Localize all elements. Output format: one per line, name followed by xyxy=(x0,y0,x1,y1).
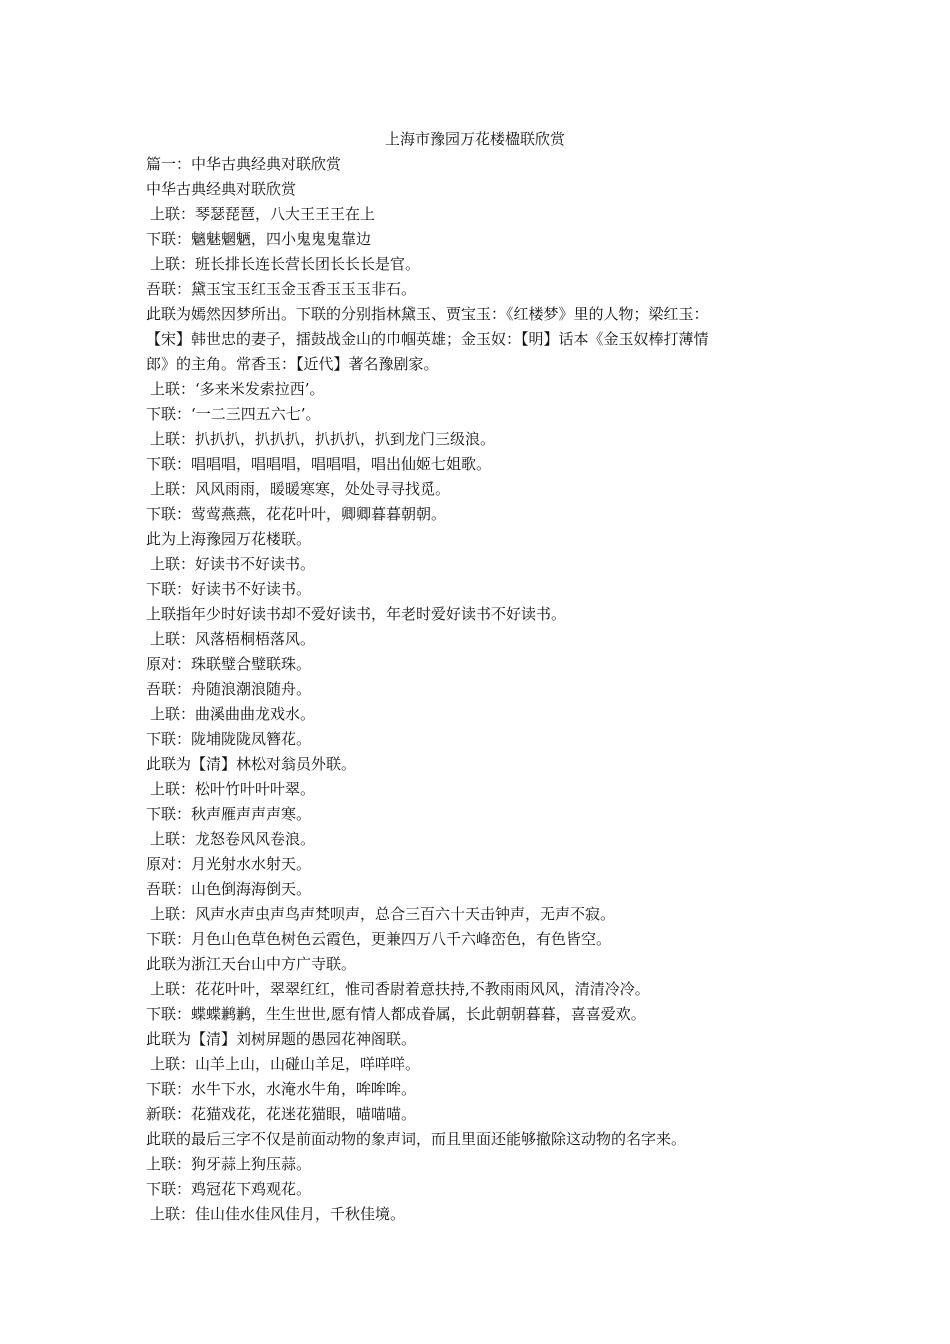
text-line: 下联：陇埔陇陇凤簪花。 xyxy=(146,730,312,748)
text-line: 下联：月色山色草色树色云霞色，更兼四万八千六峰峦色，有色皆空。 xyxy=(146,930,612,948)
text-line: 上联指年少时好读书却不爱好读书，年老时爱好读书不好读书。 xyxy=(146,605,567,623)
text-line: 此联为【清】刘树屏题的愚园花神阁联。 xyxy=(146,1030,417,1048)
text-line: 上联：龙怒卷风风卷浪。 xyxy=(150,830,316,848)
text-line: 上联：松叶竹叶叶叶翠。 xyxy=(150,780,316,798)
text-line: 中华古典经典对联欣赏 xyxy=(146,180,297,198)
text-line: 新联：花猫戏花，花迷花猫眼，喵喵喵。 xyxy=(146,1105,417,1123)
text-line: 郎》的主角。常香玉：【近代】著名豫剧家。 xyxy=(146,355,439,373)
text-line: 上联：花花叶叶，翠翠红红，惟司香尉着意扶持,不教雨雨风风，清清冷冷。 xyxy=(150,980,650,998)
text-line: 下联：唱唱唱，唱唱唱，唱唱唱，唱出仙姬七姐歌。 xyxy=(146,455,492,473)
text-line: 此联为【清】林松对翁员外联。 xyxy=(146,755,357,773)
text-line: 上联：狗牙蒜上狗压蒜。 xyxy=(146,1155,312,1173)
text-line: 上联：曲溪曲曲龙戏水。 xyxy=(150,705,316,723)
text-line: 此联为嫣然因梦所出。下联的分别指林黛玉、贾宝玉：《红楼梦》里的人物；梁红玉： xyxy=(146,305,709,323)
document-title: 上海市豫园万花楼楹联欣赏 xyxy=(384,130,565,148)
text-line: 原对：珠联璧合璧联珠。 xyxy=(146,655,312,673)
text-line: 上联：班长排长连长营长团长长长是官。 xyxy=(150,255,421,273)
text-line: 下联：‘一二三四五六七’。 xyxy=(146,405,321,423)
text-line: 此联的最后三字不仅是前面动物的象声词，而且里面还能够撤除这动物的名字来。 xyxy=(146,1130,687,1148)
text-line: 吾联：山色倒海海倒天。 xyxy=(146,880,312,898)
text-line: 下联：蝶蝶鹣鹣，生生世世,愿有情人都成眷属，长此朝朝暮暮，喜喜爱欢。 xyxy=(146,1005,646,1023)
text-line: 下联：水牛下水，水淹水牛角，哞哞哞。 xyxy=(146,1080,417,1098)
text-line: 篇一：中华古典经典对联欣赏 xyxy=(146,155,342,173)
text-line: 上联：风落梧桐梧落风。 xyxy=(150,630,316,648)
text-line: 下联：秋声雁声声声寒。 xyxy=(146,805,312,823)
document-body xyxy=(146,152,816,1227)
text-line: 上联：‘多来米发索拉西’。 xyxy=(150,380,325,398)
text-line: 上联：山羊上山，山碰山羊足，咩咩咩。 xyxy=(150,1055,421,1073)
text-line: 上联：风声水声虫声鸟声梵呗声，总合三百六十天击钟声，无声不寂。 xyxy=(150,905,616,923)
text-line: 下联：鸡冠花下鸡观花。 xyxy=(146,1180,312,1198)
text-line: 此为上海豫园万花楼联。 xyxy=(146,530,312,548)
text-line: 【宋】韩世忠的妻子，擂鼓战金山的巾帼英雄；金玉奴：【明】话本《金玉奴棒打薄情 xyxy=(146,330,709,348)
text-line: 上联：扒扒扒，扒扒扒，扒扒扒，扒到龙门三级浪。 xyxy=(150,430,496,448)
text-line: 上联：风风雨雨，暖暖寒寒，处处寻寻找觅。 xyxy=(150,480,451,498)
text-line: 原对：月光射水水射天。 xyxy=(146,855,312,873)
text-line: 下联：魑魅魍魉，四小鬼鬼鬼靠边 xyxy=(146,230,372,248)
text-line: 上联：好读书不好读书。 xyxy=(150,555,316,573)
text-line: 吾联：黛玉宝玉红玉金玉香玉玉玉非石。 xyxy=(146,280,417,298)
text-line: 吾联：舟随浪潮浪随舟。 xyxy=(146,680,312,698)
text-line: 上联：佳山佳水佳风佳月，千秋佳境。 xyxy=(150,1205,406,1223)
text-line: 下联：莺莺燕燕，花花叶叶，卿卿暮暮朝朝。 xyxy=(146,505,447,523)
text-line: 下联：好读书不好读书。 xyxy=(146,580,312,598)
text-line: 上联：琴瑟琵琶，八大王王王在上 xyxy=(150,205,376,223)
text-line: 此联为浙江天台山中方广寺联。 xyxy=(146,955,357,973)
